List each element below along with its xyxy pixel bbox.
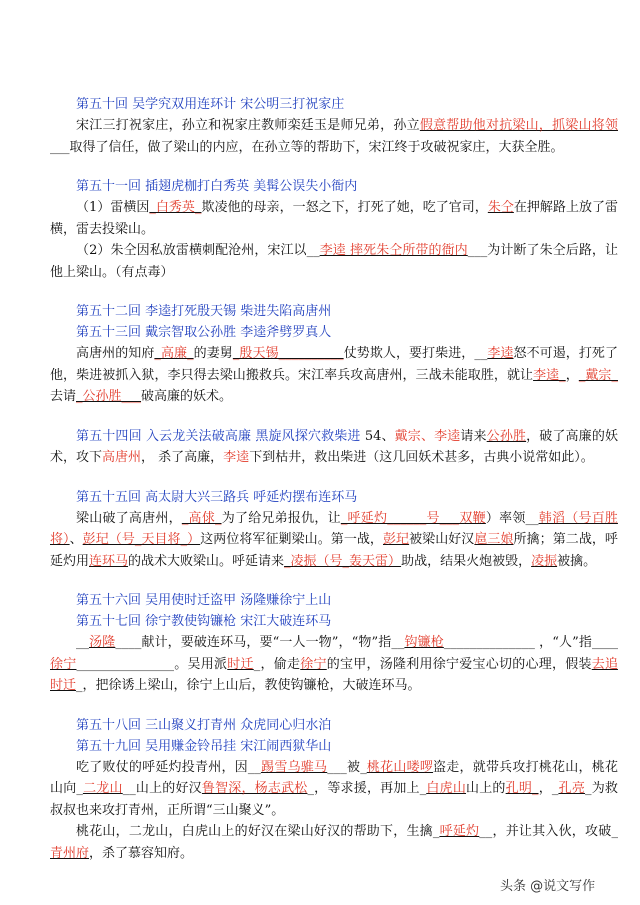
text-run: 高唐州的知府 (76, 346, 155, 361)
text-run: 桃花山，二龙山，白虎山上的好汉在梁山好汉的帮助下，生擒_ (76, 824, 440, 839)
answer-text: 高唐州 (102, 450, 142, 465)
text-run: 这两位将军征剿梁山。第一战， (200, 532, 383, 547)
answer-text: _戴宗_ (578, 367, 618, 383)
paragraph (50, 757, 618, 822)
answer-text: 韩滔（号百胜将） (50, 510, 618, 547)
answer-text: _呼延灼______号___双鞭 (340, 510, 486, 526)
text-run: ，杀了慕容知府。 (89, 845, 194, 861)
answer-text: 李逵 (223, 450, 250, 465)
answer-text: 去追时迁 (50, 656, 618, 693)
text-run: 下到枯井，救出柴进（这几回妖术甚多，古典小说常如此）。 (249, 450, 594, 465)
paragraph (50, 426, 618, 469)
document-body (50, 94, 618, 864)
chapter-section (50, 590, 618, 697)
chapter-heading: 第五十五回 高太尉大兴三路兵 呼延灼摆布连环马 (76, 489, 358, 505)
answer-text: 徐宁 (300, 656, 327, 672)
answer-text: 时迁 (227, 656, 254, 672)
answer-text: 桃花山喽啰 (366, 759, 434, 775)
answer-text: _高俅_ (181, 510, 222, 526)
chapter-heading: 第五十六回 吴用使时迁盗甲 汤隆赚徐宁上山 (76, 593, 332, 608)
text-run: ___为计断了朱仝后路，让他上梁山。（有点毒） (50, 243, 618, 280)
text-run: 欺凌他的母亲，一怒之下，打死了她，吃了官司， (201, 200, 488, 215)
section-gap (50, 158, 618, 176)
paragraph (50, 197, 618, 240)
text-run: 盗走，就带兵攻打桃花山，桃花山向_ (50, 759, 618, 796)
chapter-section (50, 301, 618, 408)
answer-text: 凌振 (531, 553, 558, 569)
text-run: ___被_ (327, 759, 367, 775)
inline-heading: 第五十四回 入云龙关法破高廉 黑旋风探穴救柴进 (76, 428, 365, 444)
chapter-section (50, 94, 618, 158)
text-run: 梁山破了高唐州， (76, 510, 182, 526)
text-run: 去请 (50, 389, 77, 404)
chapter-heading: 第五十三回 戴宗智取公孙胜 李逵斧劈罗真人 (76, 325, 332, 340)
text-run: 为了给兄弟报仇，让 (221, 510, 341, 526)
section-gap (50, 408, 618, 426)
text-run: 宋江三打祝家庄，孙立和祝家庄教师栾廷玉是师兄弟，孙立 (76, 118, 420, 133)
answer-text: 踢雪乌骓马 (260, 759, 328, 775)
answer-text: 孔亮 (558, 781, 586, 796)
text-run: 吃了败仗的呼延灼投青州，因__ (76, 759, 261, 775)
answer-text: 汤隆 (89, 635, 116, 650)
answer-text: 白虎山 (426, 781, 467, 796)
text-run: _，等求援，再加上_ (307, 781, 427, 796)
text-run: ）率领__ (485, 510, 539, 526)
text-run: ，破了高廉的妖术，攻下 (50, 428, 618, 465)
answer-text: 假意帮助他对抗梁山，抓梁山将领 (419, 118, 618, 133)
chapter-heading: 第五十回 吴学究双用连环计 宋公明三打祝家庄 (76, 97, 345, 112)
answer-text: _殷天锡__________ (232, 346, 344, 361)
text-run: _为救叔叔也来攻打青州，正所谓“三山聚义”。 (50, 781, 618, 818)
chapter-heading: 第五十八回 三山聚义打青州 众虎同心归水泊 (76, 717, 332, 733)
watermark: 头条 @说文写作 (500, 879, 596, 894)
text-run: 助战，结果火炮被毁， (401, 553, 532, 569)
section-gap (50, 469, 618, 487)
chapter-heading: 第五十二回 李逵打死殷天锡 柴进失陷高唐州 (76, 304, 332, 319)
answer-text: 鲁智深，杨志武松 (201, 781, 308, 796)
text-run: _______________。吴用派 (76, 656, 228, 672)
chapter-heading: 第五十一回 插翅虎枷打白秀英 美髯公误失小衙内 (76, 179, 358, 194)
paragraph (50, 240, 618, 283)
answer-text: 钩镰枪 (404, 635, 444, 650)
text-run: 山上的 (466, 781, 506, 796)
text-run: ， 杀了高廉， (141, 450, 224, 465)
answer-text: 彭玘 (382, 532, 410, 547)
text-run: 、 (69, 532, 83, 547)
answer-text: 李逵_ (533, 367, 566, 383)
text-run: 被擒。 (557, 553, 597, 569)
paragraph (50, 632, 618, 697)
text-run: ____献计，要破连环马，要“一人一物”，“物”指__ (115, 635, 405, 650)
paragraph (50, 821, 618, 864)
chapter-section (50, 715, 618, 865)
answer-text: 李逵 摔死朱仝所带的衙内 (319, 243, 468, 258)
chapter-section (50, 426, 618, 469)
text-run: __山上的好汉 (122, 781, 202, 796)
answer-text: 戴宗、李逵 (394, 428, 461, 444)
section-gap (50, 697, 618, 715)
text-run: _，偷走 (253, 656, 301, 672)
text-run: （2）朱仝因私放雷横刺配沧州，宋江以__ (76, 243, 320, 258)
paragraph (50, 343, 618, 408)
section-gap (50, 283, 618, 301)
text-run: 被梁山好汉 (409, 532, 475, 547)
answer-text: 呼延灼 (439, 824, 480, 839)
answer-text: 徐宁 (50, 656, 77, 672)
answer-text: 孔明_ (505, 781, 539, 796)
answer-text: 二龙山 (82, 781, 123, 796)
answer-text: 李逵 (487, 346, 514, 361)
text-run: ，_ (538, 781, 559, 796)
chapter-section (50, 176, 618, 283)
text-run: 的宝甲，汤隆利用徐宁爱宝心切的心理，假装 (326, 656, 592, 672)
text-run: 在押解路上放了雷横，雷去投梁山。 (50, 200, 618, 237)
text-run: __，并让其入伙，攻破_ (479, 824, 618, 839)
answer-text: _凌振（号_轰天雷） (284, 553, 402, 569)
text-run: 请来 (460, 428, 487, 444)
text-run: 的妻舅 (193, 346, 233, 361)
text-run: 怒不可遏，打死了他，柴进被抓入狱，李只得去梁山搬救兵。宋江率兵攻高唐州，三战未能取胜，就让 (50, 346, 618, 383)
text-run: ______________ ，“人”指____ (443, 635, 618, 650)
answer-text: _公孙胜___ (76, 389, 142, 404)
text-run: 所擒；第二战，呼延灼用 (50, 532, 618, 569)
answer-text: 公孙胜 (486, 428, 527, 444)
chapter-heading: 第五十七回 徐宁教使钩镰枪 宋江大破连环马 (76, 614, 332, 629)
section-gap (50, 572, 618, 590)
chapter-heading: 第五十九回 吴用赚金铃吊挂 宋江闹西狱华山 (76, 738, 332, 754)
text-run: 的战术大败梁山。呼延请来 (128, 553, 285, 569)
text-run: _，把徐诱上梁山，徐宁上山后，教使钩镰枪，大破连环马。 (76, 678, 421, 693)
answer-text: _白秀英_ (149, 200, 202, 215)
text-run: 破高廉的妖术。 (141, 389, 233, 404)
paragraph (50, 508, 618, 573)
text-run: __ (76, 635, 89, 650)
text-run: 54、 (364, 428, 395, 444)
answer-text: 扈三娘 (474, 532, 514, 547)
answer-text: 青州府 (50, 845, 90, 861)
paragraph (50, 115, 618, 158)
text-run: （1）雷横因 (76, 200, 150, 215)
answer-text: 彭玘（号_天目将_） (82, 532, 201, 547)
text-run: ___取得了信任，做了梁山的内应，在孙立等的帮助下，宋江终于攻破祝家庄，大获全胜。 (50, 139, 564, 155)
text-run: ， (565, 367, 579, 383)
answer-text: _高廉_ (154, 346, 194, 361)
text-run: 仗势欺人，要打柴进，__ (343, 346, 488, 361)
answer-text: 连环马 (89, 553, 129, 569)
chapter-section (50, 487, 618, 573)
answer-text: 朱仝 (487, 200, 514, 215)
